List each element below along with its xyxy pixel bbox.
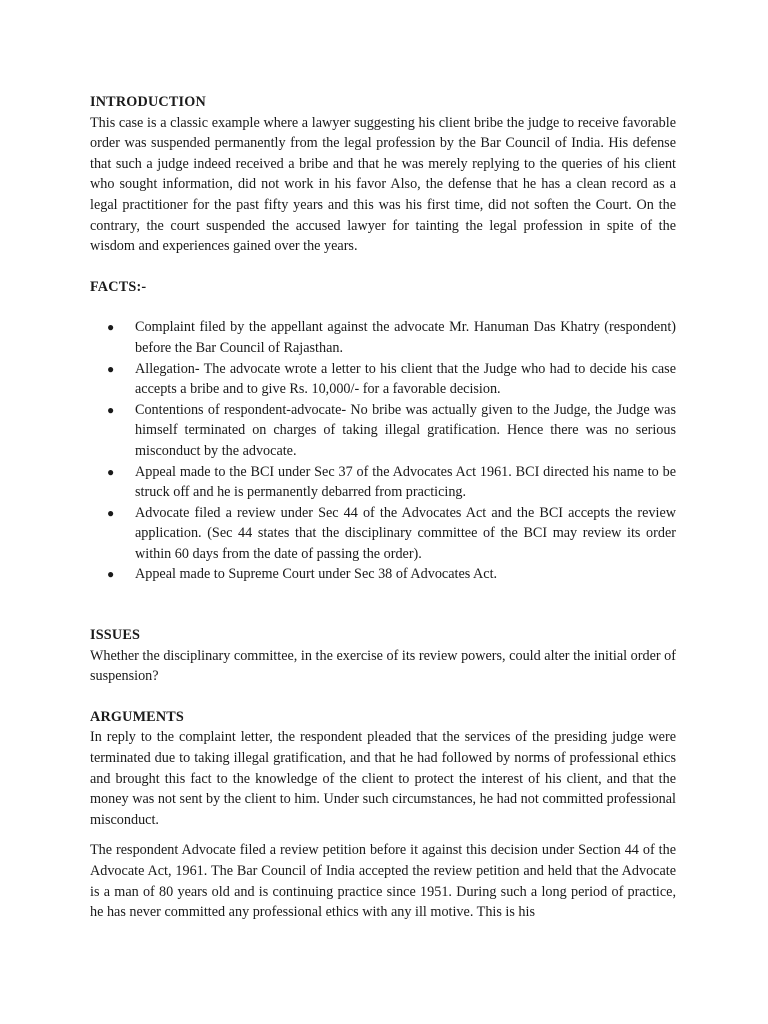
facts-list [90, 317, 676, 585]
bullet-icon: ● [107, 361, 115, 376]
document-page [90, 92, 676, 923]
facts-item-text: Allegation- The advocate wrote a letter to his client that the Judge who had to decide his case accepts a bribe and to give Rs. 10,000/- for a favorable decision. [135, 360, 676, 398]
facts-list-item [107, 564, 676, 585]
facts-item-text: Contentions of respondent-advocate- No bribe was actually given to the Judge, the Judge was himself terminated on charges of taking illegal gratification. Hence there was no serious misconduct by the advocate. [135, 401, 676, 459]
facts-list-item [107, 359, 676, 400]
facts-list-item [107, 317, 676, 358]
bullet-icon: ● [107, 320, 115, 335]
facts-list-item [107, 462, 676, 503]
arguments-heading: ARGUMENTS [90, 708, 185, 725]
introduction-paragraph: This case is a classic example where a lawyer suggesting his client bribe the judge to receive favorable order was suspended permanently from the legal profession by the Bar Council of India. His defense that such a judge indeed received a bribe and that he was merely replying to the queries of his client who sought information, did not work in his favor Also, the defense that he has a clean record as a legal practitioner for the past fifty years and this was his first time, did not soften the Court. On the contrary, the court suspended the accused lawyer for tainting the legal profession in spite of the wisdom and experiences gained over the years. [90, 114, 676, 255]
issues-paragraph: Whether the disciplinary committee, in the exercise of its review powers, could alter the initial order of suspension? [90, 647, 676, 685]
bullet-icon: ● [107, 505, 115, 520]
facts-list-item [107, 503, 676, 565]
arguments-paragraph: In reply to the complaint letter, the respondent pleaded that the services of the presiding judge were terminated due to taking illegal gratification, and that he had followed by norms of professional ethics and brought this fact to the knowledge of the client to protect the interest of his client, and that the money was not sent by the client to him. Under such circumstances, he had not committed professional misconduct. [90, 729, 676, 828]
facts-item-text: Appeal made to Supreme Court under Sec 38 of Advocates Act. [135, 566, 498, 583]
arguments-paragraph: The respondent Advocate filed a review petition before it against this decision under Section 44 of the Advocate Act, 1961. The Bar Council of India accepted the review petition and held that the Advocate is a man of 80 years old and is continuing practice since 1951. During such a long period of practice, he has never committed any professional ethics with any ill motive. This is his [90, 842, 676, 921]
bullet-icon: ● [107, 464, 115, 479]
issues-heading: ISSUES [90, 627, 141, 644]
facts-item-text: Complaint filed by the appellant against the advocate Mr. Hanuman Das Khatry (respondent) before the Bar Council of Rajasthan. [135, 319, 676, 356]
bullet-icon: ● [107, 567, 115, 582]
facts-item-text: Appeal made to the BCI under Sec 37 of the Advocates Act 1961. BCI directed his name to be struck off and he is permanently debarred from practicing. [135, 463, 676, 501]
facts-list-item [107, 400, 676, 462]
facts-heading: FACTS:- [90, 278, 147, 295]
facts-item-text: Advocate filed a review under Sec 44 of the Advocates Act and the BCI accepts the review application. (Sec 44 states that the disciplinary committee of the BCI may review its order within 60 days from the date of passing the order). [135, 504, 676, 562]
bullet-icon: ● [107, 402, 115, 417]
introduction-heading: INTRODUCTION [90, 94, 206, 110]
